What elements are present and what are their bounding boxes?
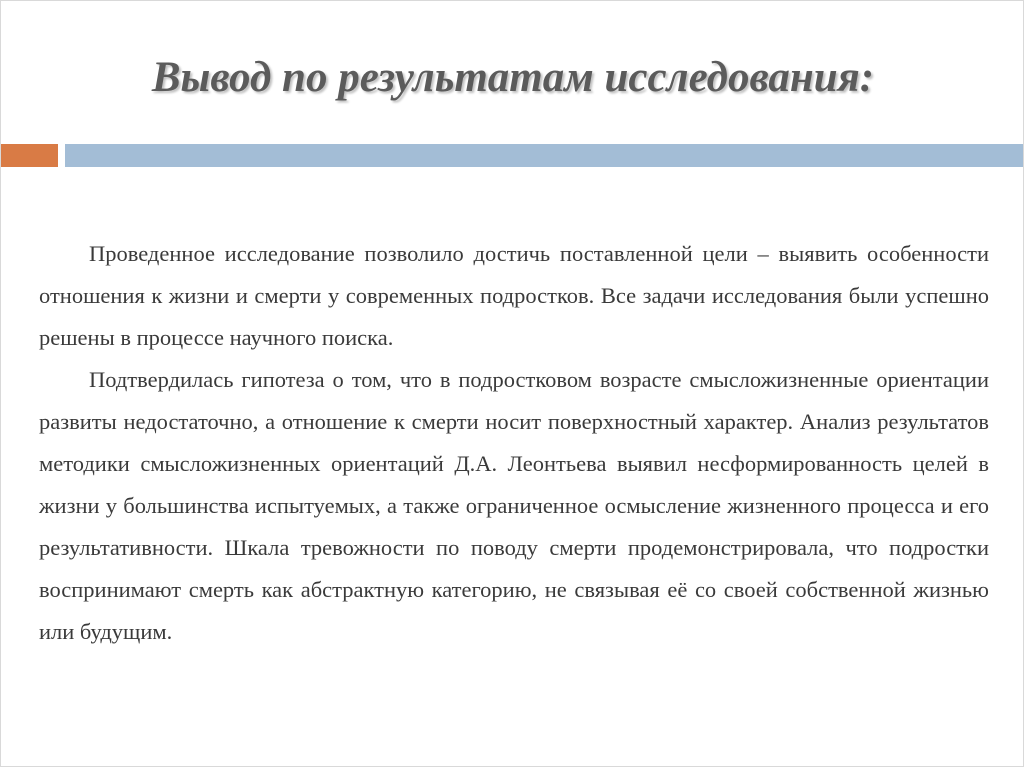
accent-bar-blue <box>65 144 1024 167</box>
paragraph-hypothesis: Подтвердилась гипотеза о том, что в подростковом возрасте смысложизненные ориентации развиты недостаточно, а отношение к смерти носит поверхностный характер. Анализ результатов методики смысложизненных ориентаций Д.А. Леонтьева выявил несформированность целей в жизни у большинства испытуемых, а также ограниченное осмысление жизненного процесса и его результативности. Шкала тревожности по поводу смерти продемонстрировала, что подростки воспринимают смерть как абстрактную категорию, не связывая её со своей собственной жизнью или будущим. <box>39 367 989 644</box>
slide-body <box>39 233 989 653</box>
paragraph-conclusion: Проведенное исследование позволило достичь поставленной цели – выявить особенности отношения к жизни и смерти у современных подростков. Все задачи исследования были успешно решены в процессе научного поиска. <box>39 241 989 350</box>
accent-bar-orange <box>1 144 58 167</box>
slide-title: Вывод по результатам исследования: <box>151 54 875 101</box>
